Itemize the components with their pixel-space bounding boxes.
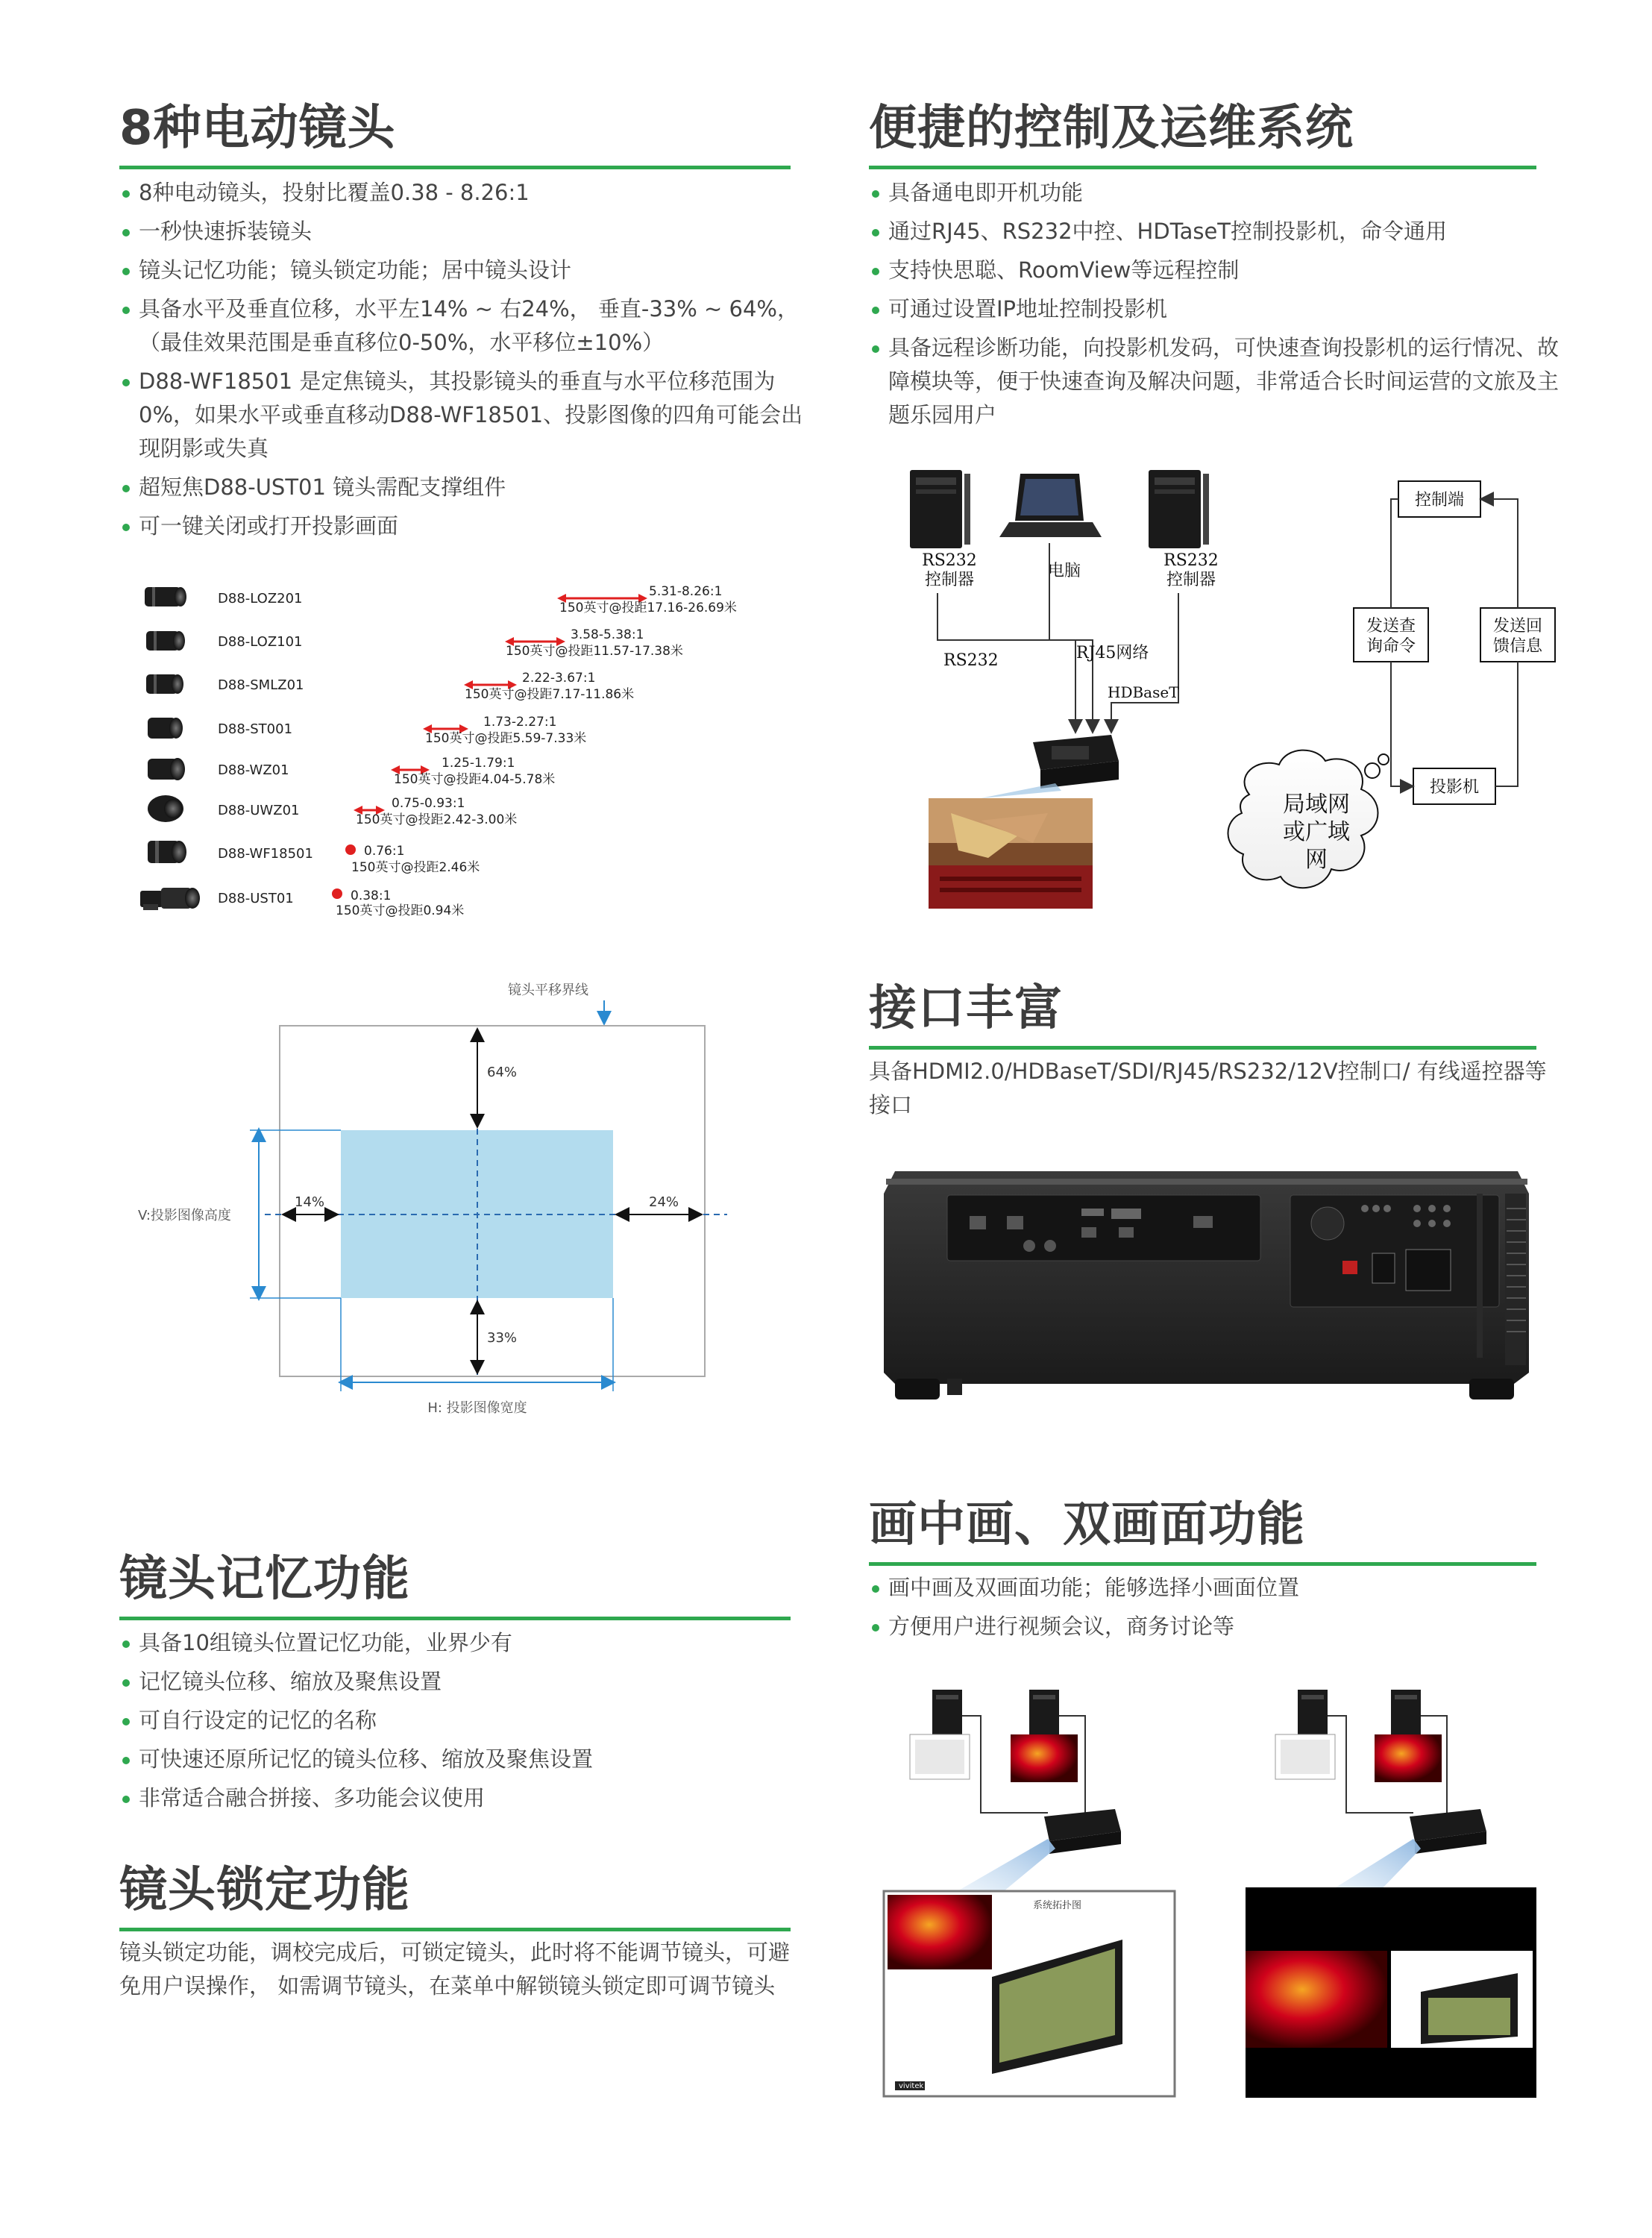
shift-left-value: 14% (295, 1194, 325, 1210)
control-end-label: 控制端 (1414, 491, 1465, 510)
hdbaset-link-label: HDBaseT (1108, 683, 1179, 701)
section-rule (869, 1562, 1536, 1566)
section-rule (869, 1046, 1536, 1050)
control-feature-list (869, 176, 1566, 437)
section-rule (119, 1928, 791, 1931)
pip-setup-left (884, 1690, 1175, 2096)
lens-ratio: 0.75-0.93:1 (392, 796, 465, 811)
fixed-ratio-dot (332, 888, 342, 899)
lens-throw-chart (134, 574, 791, 925)
shift-v-label: V:投影图像高度 (138, 1208, 231, 1223)
lock-description: 镜头锁定功能，调校完成后，可锁定镜头，此时将不能调节镜头，可避免用户误操作， 如需调节镜头，在菜单中解锁镜头锁定即可调节镜头 (119, 1940, 791, 1999)
lens-ratio: 1.25-1.79:1 (442, 756, 515, 771)
lens-ratio: 0.38:1 (351, 888, 392, 903)
pip-feature-list (869, 1571, 1555, 1649)
section-title-control: 便捷的控制及运维系统 (869, 101, 1354, 156)
section-rule (119, 166, 791, 169)
lens-row (148, 795, 517, 827)
control-network-diagram (869, 463, 1570, 925)
pc-tower-icon (1149, 470, 1209, 548)
fixed-ratio-dot (345, 844, 356, 855)
lens-distance: 150英寸@投距2.46米 (351, 860, 480, 875)
list-item: 镜头记忆功能；镜头锁定功能；居中镜头设计 (119, 254, 805, 287)
pc2-label-line1: RS232 (1163, 551, 1219, 570)
cloud-label-line2: 或广域 (1283, 819, 1350, 845)
section-title-ports: 接口丰富 (869, 981, 1063, 1036)
send-reply-label-line1: 发送回 (1492, 617, 1543, 636)
lens-row (148, 841, 480, 875)
lens-icon (148, 841, 186, 863)
lens-distance: 150英寸@投距17.16-26.69米 (559, 601, 737, 615)
lens-row (146, 627, 683, 659)
lens-model: D88-SMLZ01 (218, 677, 304, 693)
list-item: 通过RJ45、RS232中控、HDTaseT控制投影机，命令通用 (869, 215, 1566, 248)
list-item: 具备水平及垂直位移，水平左14% ~ 右24%， 垂直-33% ~ 64%，（最佳效果范围是垂直移位0-50%，水平移位±10%） (119, 292, 805, 360)
send-query-label-line2: 询命令 (1366, 637, 1416, 656)
cloud-label-line1: 局域网 (1283, 792, 1350, 818)
lens-ratio: 3.58-5.38:1 (571, 627, 644, 642)
list-item: 8种电动镜头，投射比覆盖0.38 - 8.26:1 (119, 176, 805, 210)
list-item: 非常适合融合拼接、多功能会议使用 (119, 1781, 805, 1815)
list-item: 方便用户进行视频会议，商务讨论等 (869, 1610, 1555, 1643)
section-title-lock: 镜头锁定功能 (119, 1863, 410, 1918)
ports-description: 具备HDMI2.0/HDBaseT/SDI/RJ45/RS232/12V控制口/ 有线遥控器等接口 (869, 1059, 1547, 1118)
lens-model: D88-UST01 (218, 891, 294, 906)
list-item: 支持快思聪、RoomView等远程控制 (869, 254, 1566, 287)
pc1-label-line1: RS232 (922, 551, 977, 570)
pip-screen-title: 系统拓扑图 (1033, 1900, 1082, 1911)
list-item: 记忆镜头位移、缩放及聚焦设置 (119, 1665, 805, 1699)
list-item: 可自行设定的记忆的名称 (119, 1704, 805, 1737)
lens-model: D88-LOZ101 (218, 634, 303, 650)
section-title-pip: 画中画、双画面功能 (869, 1497, 1305, 1552)
laptop-icon (999, 474, 1102, 537)
projector-icon (1033, 735, 1119, 789)
brand-label: vivitek (899, 2082, 924, 2090)
lens-model: D88-ST001 (218, 721, 293, 737)
shift-up-value: 64% (487, 1065, 518, 1080)
theater-image (929, 798, 1093, 909)
list-item: 具备10组镜头位置记忆功能，业界少有 (119, 1626, 805, 1660)
shift-down-value: 33% (487, 1330, 518, 1346)
lens-icon (146, 631, 185, 651)
lens-feature-list (119, 176, 805, 548)
lens-model: D88-WZ01 (218, 762, 289, 778)
lens-distance: 150英寸@投距2.42-3.00米 (356, 812, 518, 827)
shift-boundary-label: 镜头平移界线 (508, 982, 588, 998)
lens-ratio: 5.31-8.26:1 (649, 584, 723, 599)
lens-model: D88-UWZ01 (218, 803, 300, 818)
lens-model: D88-LOZ201 (218, 591, 303, 606)
projector-box-label: 投影机 (1429, 778, 1480, 797)
lens-icon (148, 795, 183, 822)
list-item: 具备通电即开机功能 (869, 176, 1566, 210)
list-item: D88-WF18501 是定焦镜头，其投影镜头的垂直与水平位移范围为0%，如果水平或垂直移动D88-WF18501、投影图像的四角可能会出现阴影或失真 (119, 365, 805, 466)
list-item: 画中画及双画面功能；能够选择小画面位置 (869, 1571, 1555, 1605)
lens-icon (148, 758, 185, 780)
lens-row (140, 888, 464, 918)
list-item: 一秒快速拆装镜头 (119, 215, 805, 248)
pc2-label-line2: 控制器 (1166, 571, 1216, 589)
lens-icon (140, 888, 200, 910)
list-item: 可一键关闭或打开投影画面 (119, 510, 805, 543)
section-rule (119, 1617, 791, 1620)
laptop-label: 电脑 (1047, 562, 1081, 580)
list-item: 可快速还原所记忆的镜头位移、缩放及聚焦设置 (119, 1743, 805, 1776)
rs232-link-label: RS232 (943, 651, 999, 670)
lens-row (148, 715, 586, 746)
section-rule (869, 166, 1536, 169)
dual-screen-setup-right (1246, 1690, 1536, 2098)
lens-model: D88-WF18501 (218, 846, 313, 862)
lens-distance: 150英寸@投距11.57-17.38米 (506, 644, 683, 659)
lens-distance: 150英寸@投距4.04-5.78米 (394, 772, 556, 787)
lens-icon (148, 718, 183, 739)
lens-distance: 150英寸@投距5.59-7.33米 (425, 731, 587, 746)
memory-feature-list (119, 1626, 805, 1820)
section-title-lenses: 8种电动镜头 (119, 101, 396, 156)
lens-icon (145, 587, 186, 606)
list-item: 可通过设置IP地址控制投影机 (869, 292, 1566, 326)
lens-ratio: 1.73-2.27:1 (483, 715, 557, 730)
lens-row (148, 756, 555, 787)
cloud-label-line3: 网 (1305, 847, 1328, 873)
send-query-label-line1: 发送查 (1366, 617, 1416, 636)
lens-row (145, 584, 737, 615)
list-item: 具备远程诊断功能，向投影机发码，可快速查询投影机的运行情况、故障模块等，便于快速查询及解决问题，非常适合长时间运营的文旅及主题乐园用户 (869, 331, 1566, 432)
pc1-label-line2: 控制器 (924, 571, 975, 589)
lens-ratio: 2.22-3.67:1 (522, 671, 596, 686)
rj45-link-label: RJ45网络 (1076, 644, 1149, 662)
lens-icon (146, 674, 183, 694)
pc-tower-icon (910, 470, 970, 548)
list-item: 超短焦D88-UST01 镜头需配支撑组件 (119, 471, 805, 504)
send-reply-label-line2: 馈信息 (1492, 637, 1543, 656)
shift-right-value: 24% (649, 1194, 679, 1210)
projector-rear-panel-image (880, 1164, 1536, 1417)
pip-diagrams (869, 1678, 1555, 2104)
lens-distance: 150英寸@投距0.94米 (336, 903, 465, 918)
lens-ratio: 0.76:1 (364, 844, 405, 859)
shift-h-label: H: 投影图像宽度 (427, 1400, 527, 1416)
section-title-memory: 镜头记忆功能 (119, 1552, 410, 1607)
lens-distance: 150英寸@投距7.17-11.86米 (465, 687, 635, 702)
lens-row (146, 671, 634, 702)
lens-shift-diagram (131, 974, 727, 1429)
